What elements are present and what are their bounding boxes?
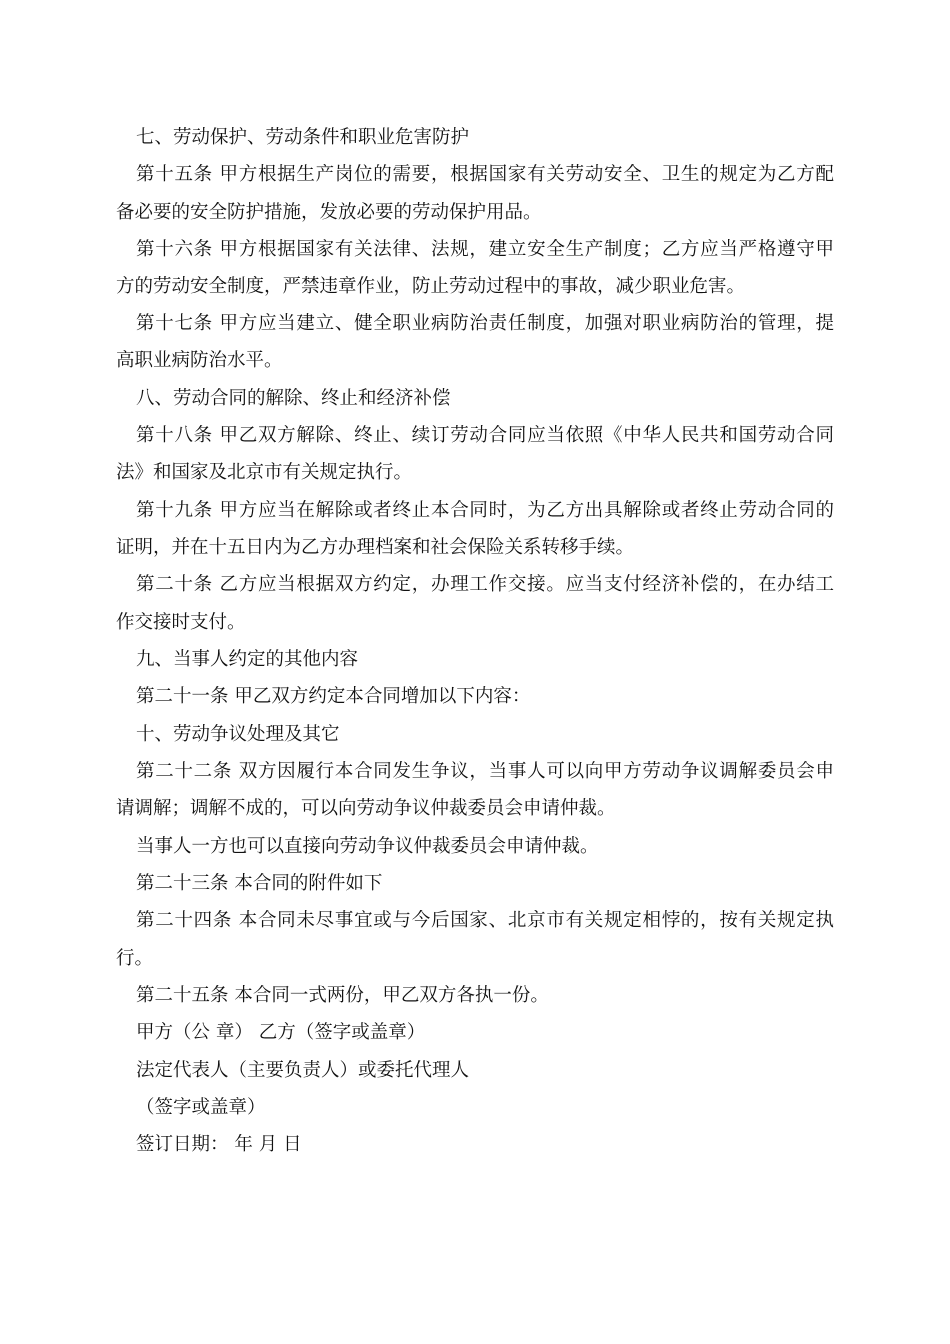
article-22-line-2: 请调解；调解不成的，可以向劳动争议仲裁委员会申请仲裁。 (116, 798, 616, 819)
signature-note: （签字或盖章） (136, 1097, 266, 1118)
section-heading-9: 九、当事人约定的其他内容 (136, 649, 359, 670)
article-17-line-1: 第十七条 甲方应当建立、健全职业病防治责任制度，加强对职业病防治的管理，提 (136, 313, 834, 334)
article-18-line-2: 法》和国家及北京市有关规定执行。 (116, 462, 413, 483)
section-heading-8: 八、劳动合同的解除、终止和经济补偿 (136, 388, 451, 409)
signing-date: 签订日期： 年 月 日 (136, 1134, 302, 1155)
article-20-line-1: 第二十条 乙方应当根据双方约定，办理工作交接。应当支付经济补偿的，在办结工 (136, 574, 834, 595)
article-24-line-2: 行。 (116, 948, 154, 969)
article-23: 第二十三条 本合同的附件如下 (136, 873, 383, 894)
article-17-line-2: 高职业病防治水平。 (116, 350, 283, 371)
article-24-line-1: 第二十四条 本合同未尽事宜或与今后国家、北京市有关规定相悖的，按有关规定执 (136, 910, 834, 931)
article-22-line-1: 第二十二条 双方因履行本合同发生争议，当事人可以向甲方劳动争议调解委员会申 (136, 761, 834, 782)
article-16-line-2: 方的劳动安全制度，严禁违章作业，防止劳动过程中的事故，减少职业危害。 (116, 276, 746, 297)
signature-parties: 甲方（公 章） 乙方（签字或盖章） (136, 1022, 426, 1043)
article-19-line-2: 证明，并在十五日内为乙方办理档案和社会保险关系转移手续。 (116, 537, 635, 558)
article-15-line-2: 备必要的安全防护措施，发放必要的劳动保护用品。 (116, 202, 542, 223)
article-16-line-1: 第十六条 甲方根据国家有关法律、法规，建立安全生产制度；乙方应当严格遵守甲 (136, 239, 834, 260)
article-19-line-1: 第十九条 甲方应当在解除或者终止本合同时，为乙方出具解除或者终止劳动合同的 (136, 500, 834, 521)
section-heading-10: 十、劳动争议处理及其它 (136, 724, 340, 745)
article-25: 第二十五条 本合同一式两份，甲乙双方各执一份。 (136, 985, 549, 1006)
article-20-line-2: 作交接时支付。 (116, 612, 246, 633)
article-18-line-1: 第十八条 甲乙双方解除、终止、续订劳动合同应当依照《中华人民共和国劳动合同 (136, 425, 834, 446)
article-15-line-1: 第十五条 甲方根据生产岗位的需要，根据国家有关劳动安全、卫生的规定为乙方配 (136, 164, 834, 185)
section-heading-7: 七、劳动保护、劳动条件和职业危害防护 (136, 127, 470, 148)
article-21: 第二十一条 甲乙双方约定本合同增加以下内容： (136, 686, 531, 707)
article-22-line-3: 当事人一方也可以直接向劳动争议仲裁委员会申请仲裁。 (136, 836, 599, 857)
legal-representative: 法定代表人（主要负责人）或委托代理人 (136, 1060, 470, 1081)
